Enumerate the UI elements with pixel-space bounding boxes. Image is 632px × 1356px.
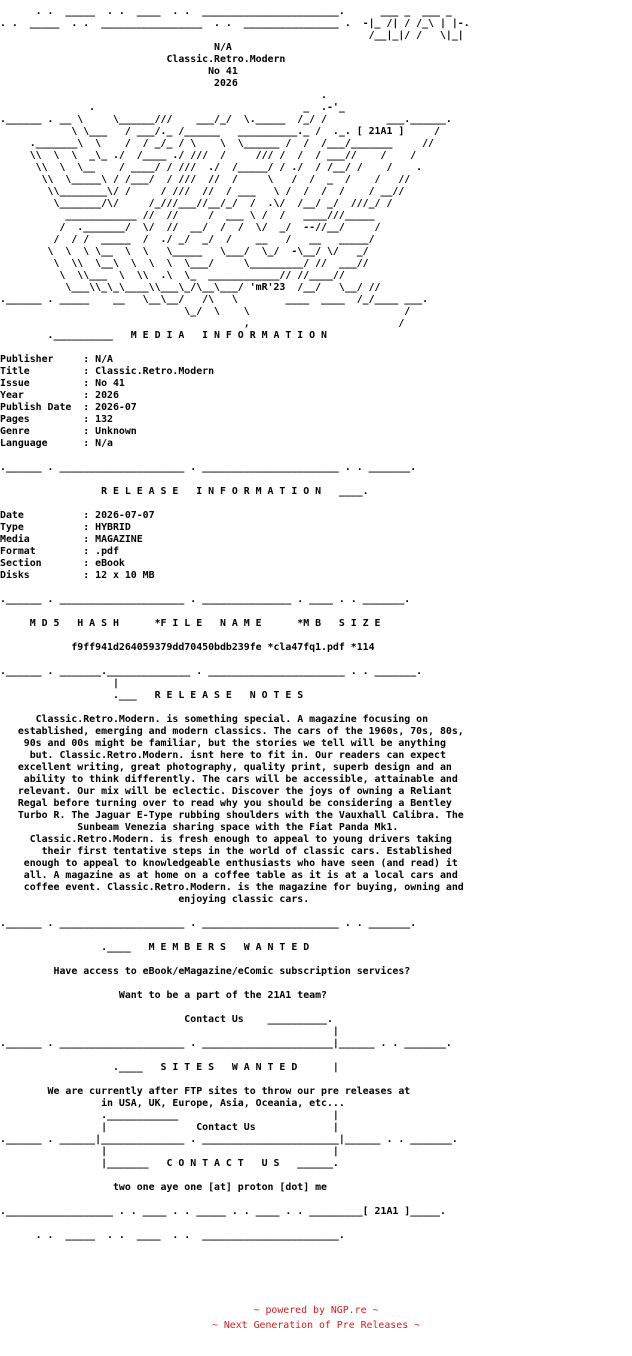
nfo-line: Turbo R. The Jaguar E-Type rubbing shoulders with the Vauxhall Calibra. The xyxy=(0,810,464,821)
nfo-line: . . _____ . . ____ . . _______________________. xyxy=(0,1230,345,1241)
nfo-line: Format : .pdf xyxy=(0,546,119,557)
nfo-line xyxy=(0,954,632,966)
nfo-line: .__________ M E D I A I N F O R M A T I O N xyxy=(0,330,327,341)
nfo-line: . . _____ . . _________________ . . ________________ . -|_ /| / /_\ | |-. xyxy=(0,18,470,29)
nfo-line: Pages : 132 xyxy=(0,414,113,425)
nfo-line: Publish Date : 2026-07 xyxy=(0,402,137,413)
nfo-line: established, emerging and modern classics. The cars of the 1960s, 70s, 80s, xyxy=(0,726,464,737)
nfo-line: f9ff941d264059379dd70450bdb239fe *cla47fq1.pdf *114 xyxy=(0,642,375,653)
nfo-line: \_/ \ \ / xyxy=(0,306,411,317)
nfo-line: | xyxy=(0,678,119,689)
nfo-line: .______ . _____ __ \__\__/ /\ \ ____ ____ /_/____ ___. xyxy=(0,294,429,305)
nfo-line: two one aye one [at] proton [dot] me xyxy=(0,1182,327,1193)
footer-powered-by: ~ powered by NGP.re ~ xyxy=(253,1305,379,1316)
nfo-line: Year : 2026 xyxy=(0,390,119,401)
nfo-line xyxy=(0,1050,632,1062)
nfo-line: . xyxy=(0,90,327,101)
nfo-line: .______ . _____________________ . ______________________|______ . . _______. xyxy=(0,1038,452,1049)
nfo-line xyxy=(0,1194,632,1206)
nfo-line: enjoying classic cars. xyxy=(0,894,310,905)
nfo-line: but. Classic.Retro.Modern. isnt here to fit in. Our readers can expect xyxy=(0,750,446,761)
nfo-line xyxy=(0,1002,632,1014)
nfo-line xyxy=(0,474,632,486)
nfo-line: all. A magazine as at home on a coffee table as it is at a local cars and xyxy=(0,870,458,881)
nfo-line: ability to think differently. The cars will be accessible, attainable and xyxy=(0,774,458,785)
nfo-line: | xyxy=(0,1026,339,1037)
nfo-line: \___\\_\_\____\\___\_/\__\___/ 'mR'23 /__/ \__/ // xyxy=(0,282,381,293)
nfo-line xyxy=(0,1074,632,1086)
nfo-line: .____ M E M B E R S W A N T E D xyxy=(0,942,310,953)
nfo-line: \\ \_____\ / /___/ / /// // / \ / / _ / / // xyxy=(0,174,411,185)
nfo-line: M D 5 H A S H *F I L E N A M E *M B S I Z E xyxy=(0,618,381,629)
nfo-line: .______ . _______.______________ . _______________________ . . _______. xyxy=(0,666,423,677)
nfo-line: excellent writing, great photography, quality print, superb design and an xyxy=(0,762,452,773)
nfo-line xyxy=(0,906,632,918)
nfo-line: .____ S I T E S W A N T E D | xyxy=(0,1062,339,1073)
nfo-line: \ \ \ \__ \ \ \_____ \___/ \_/ -\__/ \/ _/ xyxy=(0,246,369,257)
nfo-line: Genre : Unknown xyxy=(0,426,137,437)
nfo-line xyxy=(0,630,632,642)
footer xyxy=(0,1303,632,1333)
nfo-line: Classic.Retro.Modern. is fresh enough to appeal to young drivers taking xyxy=(0,834,452,845)
nfo-line: \\ \ \__ / ____/ / /// ./ /_____/ / ./ / /__/ / / . xyxy=(0,162,423,173)
nfo-line: Media : MAGAZINE xyxy=(0,534,143,545)
nfo-line: Regal before turning over to read why you should be considering a Bentley xyxy=(0,798,452,809)
nfo-line: .__________________ . . ____ . . _____ . . ____ . . _________[ 21A1 ]_____. xyxy=(0,1206,446,1217)
nfo-line: Issue : No 41 xyxy=(0,378,125,389)
nfo-line: .______ . ______|______________ . _______________________|______ . . _______. xyxy=(0,1134,458,1145)
nfo-line: | Contact Us | xyxy=(0,1122,339,1133)
nfo-line: 2026 xyxy=(0,78,238,89)
nfo-line xyxy=(0,930,632,942)
nfo-line: Language : N/a xyxy=(0,438,113,449)
nfo-line: Disks : 12 x 10 MB xyxy=(0,570,155,581)
nfo-line: Title : Classic.Retro.Modern xyxy=(0,366,215,377)
nfo-line: .___ R E L E A S E N O T E S xyxy=(0,690,304,701)
nfo-line: No 41 xyxy=(0,66,238,77)
nfo-line xyxy=(0,654,632,666)
nfo-line: .______ . _____________________ . _______________ . ____ . . _______. xyxy=(0,594,411,605)
nfo-line: Date : 2026-07-07 xyxy=(0,510,155,521)
nfo-line xyxy=(0,1170,632,1182)
nfo-line: , / xyxy=(0,318,405,329)
nfo-line: \ \___ / ___/._ /______ __________._ / ._. [ 21A1 ] / xyxy=(0,126,440,137)
nfo-line: \ \\ \__\ \ \ \ \___/ \_________/ // ___// xyxy=(0,258,369,269)
nfo-line: Have access to eBook/eMagazine/eComic subscription services? xyxy=(0,966,411,977)
nfo-line: \\________\/ / / /// // / ___ \ / / / / / __// xyxy=(0,186,405,197)
nfo-line: Section : eBook xyxy=(0,558,125,569)
nfo-line: .______ . _____________________ . _______________________ . . _______. xyxy=(0,462,417,473)
footer-tagline: ~ Next Generation of Pre Releases ~ xyxy=(211,1320,421,1331)
nfo-line: N/A xyxy=(0,42,232,53)
nfo-line: \\ \ \ _\_ ./ /____ ./ /// / /// / / / ___// / / xyxy=(0,150,417,161)
nfo-line: .____________ | xyxy=(0,1110,339,1121)
nfo-line: \_______/\/ /_///___//__/_/ / .\/ /__/ _/ ///_/ / xyxy=(0,198,393,209)
nfo-line: .______ . __ \ \______/// ___/_/ \._____ /_/ / ___.______. xyxy=(0,114,452,125)
nfo-line: .______ . _____________________ . _______________________ . . _______. xyxy=(0,918,417,929)
nfo-line xyxy=(0,582,632,594)
nfo-line: ____________ // // / ___ \ / / ____///_____ xyxy=(0,210,375,221)
nfo-line: Contact Us __________. xyxy=(0,1014,333,1025)
nfo-line: Classic.Retro.Modern. is something special. A magazine focusing on xyxy=(0,714,429,725)
nfo-line: | | xyxy=(0,1146,339,1157)
nfo-line: Want to be a part of the 21A1 team? xyxy=(0,990,327,1001)
nfo-line: We are currently after FTP sites to throw our pre releases at xyxy=(0,1086,411,1097)
nfo-line: . _ .-'_ xyxy=(0,102,345,113)
nfo-line: /__|_|/ / \|_| xyxy=(0,30,464,41)
nfo-line: Type : HYBRID xyxy=(0,522,131,533)
nfo-line: in USA, UK, Europe, Asia, Oceania, etc... xyxy=(0,1098,345,1109)
nfo-line: Publisher : N/A xyxy=(0,354,113,365)
nfo-line: enough to appeal to knowledgeable enthusiasts who have seen (and read) it xyxy=(0,858,458,869)
nfo-line: Classic.Retro.Modern xyxy=(0,54,286,65)
nfo-line: |_______ C O N T A C T U S ______. xyxy=(0,1158,339,1169)
nfo-line: coffee event. Classic.Retro.Modern. is the magazine for buying, owning and xyxy=(0,882,464,893)
nfo-line xyxy=(0,498,632,510)
nfo-line xyxy=(0,606,632,618)
nfo-line: their first tentative steps in the world of classic cars. Established xyxy=(0,846,452,857)
nfo-line: R E L E A S E I N F O R M A T I O N ____. xyxy=(0,486,369,497)
nfo-line: ._______\ \ / / _/_ / \ \ \______ / / /___/_______ // xyxy=(0,138,435,149)
nfo-line xyxy=(0,1218,632,1230)
nfo-line: 90s and 00s might be familiar, but the stories we tell will be anything xyxy=(0,738,446,749)
nfo-line: . . _____ . . ____ . . _______________________. ___ _ ___ _ xyxy=(0,6,452,17)
nfo-line: relevant. Our mix will be eclectic. Discover the joys of owning a Reliant xyxy=(0,786,452,797)
nfo-line: / ._______/ \/ // __/ / / \/ _/ --//__/ / xyxy=(0,222,381,233)
nfo-line xyxy=(0,342,632,354)
nfo-line: \ \\___ \ \\ .\ \_ ____________// //____// xyxy=(0,270,345,281)
nfo-line xyxy=(0,450,632,462)
nfo-line xyxy=(0,978,632,990)
nfo-line xyxy=(0,702,632,714)
nfo-line: Sunbeam Venezia sharing space with the Fiat Panda Mk1. xyxy=(0,822,399,833)
nfo-line: / / / _____ / ./ _/ _/ / __ / __ _____/ xyxy=(0,234,375,245)
